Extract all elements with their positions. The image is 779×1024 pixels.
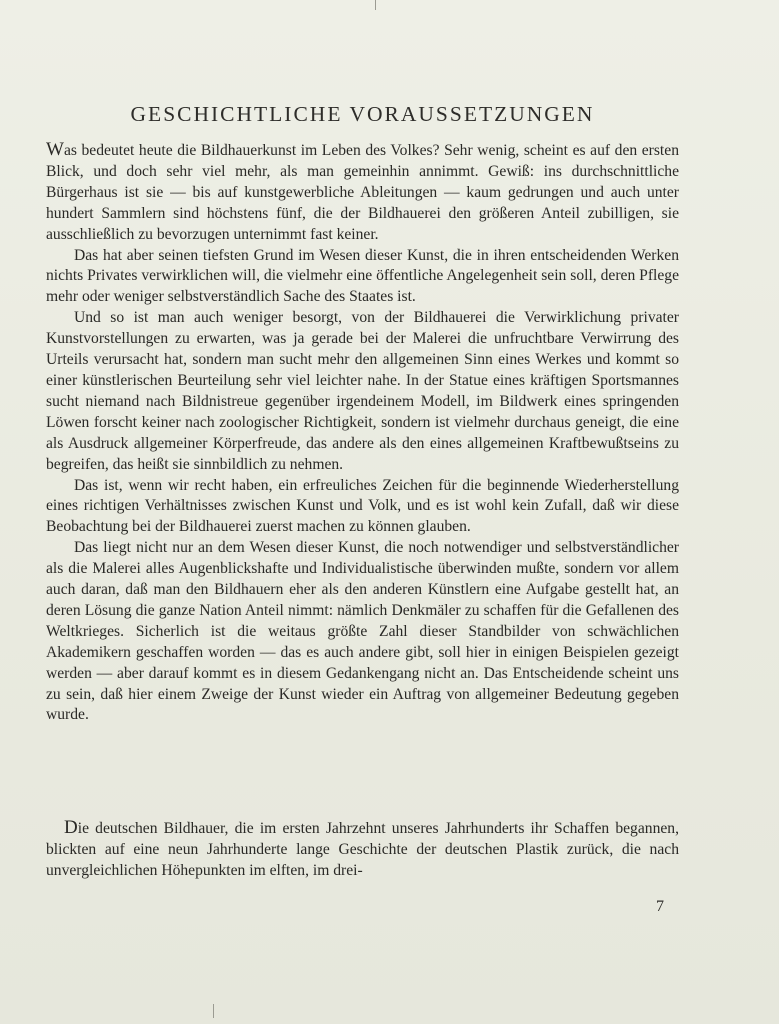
paragraph-6-text: ie deutschen Bildhauer, die im ersten Jahrzehnt unseres Jahrhunderts ihr Schaffen begannen, blickten auf eine neun Jahrhunderte lange Geschichte der deutschen Plastik zurück, die nach unvergleichlichen Höhepunkten im elften, im drei- — [46, 820, 679, 879]
scan-mark-bottom — [213, 1004, 214, 1018]
body-text — [46, 140, 679, 726]
scan-mark-top — [375, 0, 376, 10]
second-section-text — [46, 818, 679, 882]
paragraph-5: Das liegt nicht nur an dem Wesen dieser Kunst, die noch notwendiger und selbstverständlicher als die Malerei alles Augenblickshafte und Individualistische überwinden mußte, sondern vor allem auch daran, daß man den Bildhauern eher als den anderen Künstlern eine Aufgabe gestellt hat, an deren Lösung die ganze Nation Anteil nimmt: nämlich Denkmäler zu schaffen für die Gefallenen des Weltkrieges. Sicherlich ist die weitaus größte Zahl dieser Standbilder von schwächlichen Akademikern geschaffen worden — das es auch andere gibt, soll hier in einigen Beispielen gezeigt werden — aber darauf kommt es in diesem Gedankengang nicht an. Das Entscheidende scheint uns zu sein, daß hier einem Zweige der Kunst wieder ein Auftrag von allgemeiner Bedeutung gegeben wurde. — [46, 539, 679, 724]
paragraph-4: Das ist, wenn wir recht haben, ein erfreuliches Zeichen für die beginnende Wiederherstellung eines richtigen Verhältnisses zwischen Kunst und Volk, und es ist wohl kein Zufall, daß wir diese Beobachtung bei der Bildhauerei zuerst machen zu können glauben. — [46, 476, 679, 536]
paragraph-6 — [46, 818, 679, 882]
paragraph-6-initial: D — [64, 817, 78, 838]
paragraph-3: Und so ist man auch weniger besorgt, von der Bildhauerei die Verwirklichung privater Kunstvorstellungen zu erwarten, was ja gerade bei der Malerei die unfruchtbare Verwirrung des Urteils verursacht hat, sondern man sucht mehr den allgemeinen Sinn eines Werkes und kommt so einer künstlerischen Beurteilung sehr viel leichter nahe. In der Statue eines kräftigen Sportsmannes sucht niemand nach Bildnistreue gegenüber irgendeinem Modell, im Bildwerk eines springenden Löwen forscht keiner nach zoologischer Richtigkeit, sondern ist vielmehr durchaus geneigt, die eine als Ausdruck allgemeiner Körperfreude, das andere als den eines allgemeinen Kraftbewußtseins zu begreifen, das heißt sie sinnbildlich zu nehmen. — [46, 309, 679, 473]
paragraph-2: Das hat aber seinen tiefsten Grund im Wesen dieser Kunst, die in ihren entscheidenden Werken nichts Privates verwirklichen will, die vielmehr eine öffentliche Angelegenheit sein soll, deren Pflege mehr oder weniger selbstverständlich Sache des Staates ist. — [46, 246, 679, 306]
page-number: 7 — [656, 898, 664, 915]
chapter-heading: GESCHICHTLICHE VORAUSSETZUNGEN — [130, 102, 595, 126]
paragraph-1-text: as bedeutet heute die Bildhauerkunst im Leben des Volkes? Sehr wenig, scheint es auf den ersten Blick, und doch sehr viel mehr, als man gemeinhin annimmt. Gewiß: ins durchschnittliche Bürgerhaus ist sie — bis auf kunstgewerbliche Ableitungen — kaum gedrungen und auch unter hundert Sammlern sind höchstens fünf, die der Bildhauerei den größeren Anteil zubilligen, sie ausschließlich zu bevorzugen unternimmt fast keiner. — [46, 142, 679, 243]
paragraph-1-initial: W — [46, 139, 64, 160]
paragraph-1 — [46, 140, 679, 246]
